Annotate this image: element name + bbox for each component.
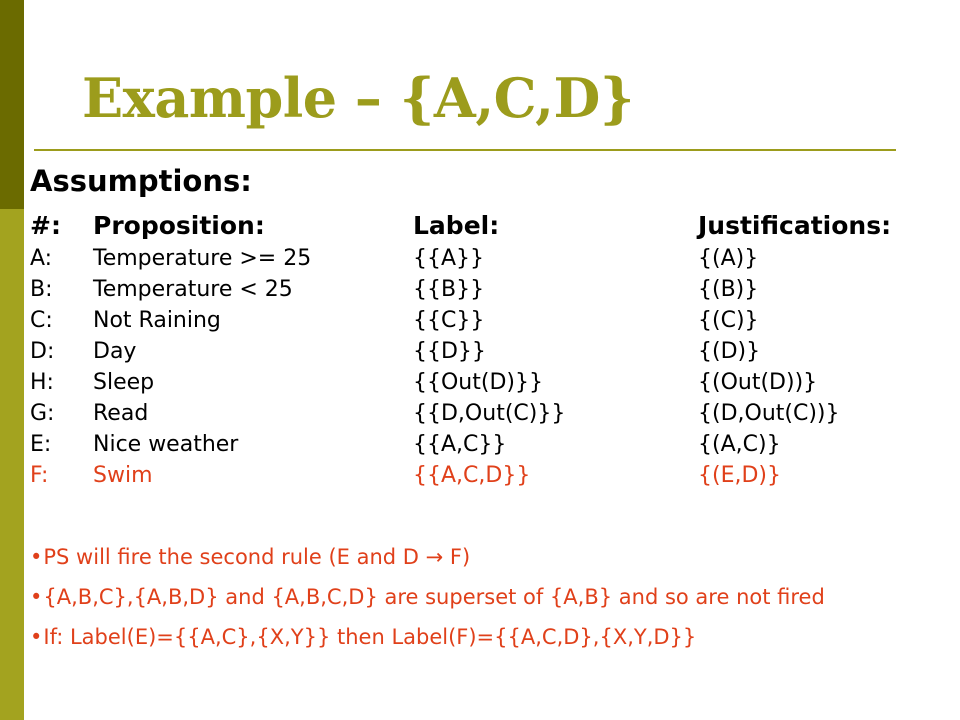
slide-title: Example – {A,C,D} bbox=[82, 66, 635, 130]
row-proposition: Sleep bbox=[93, 370, 155, 395]
row-justification: {(A,C)} bbox=[698, 432, 781, 457]
bullet-dot-icon: • bbox=[30, 545, 43, 569]
row-justification: {(D)} bbox=[698, 339, 761, 364]
row-justification: {(Out(D))} bbox=[698, 370, 818, 395]
row-id: B: bbox=[30, 277, 53, 302]
column-header-justifications: Justifications: bbox=[698, 211, 892, 240]
bullet-text: PS will fire the second rule (E and D → F) bbox=[43, 545, 471, 569]
column-header-id: #: bbox=[30, 211, 61, 240]
row-label: {{Out(D)}} bbox=[413, 370, 543, 395]
row-justification: {(C)} bbox=[698, 308, 759, 333]
bullet-list bbox=[30, 542, 945, 662]
row-id: E: bbox=[30, 432, 52, 457]
row-label: {{C}} bbox=[413, 308, 485, 333]
column-header-proposition: Proposition: bbox=[93, 211, 265, 240]
row-label: {{A,C}} bbox=[413, 432, 507, 457]
bullet-item bbox=[30, 542, 945, 572]
row-label: {{B}} bbox=[413, 277, 485, 302]
row-label: {{A}} bbox=[413, 246, 485, 271]
row-justification: {(D,Out(C))} bbox=[698, 401, 840, 426]
row-label: {{A,C,D}} bbox=[413, 463, 531, 488]
bullet-item bbox=[30, 582, 945, 612]
row-id: D: bbox=[30, 339, 55, 364]
left-accent-bar-bottom bbox=[0, 209, 24, 720]
row-label: {{D}} bbox=[413, 339, 486, 364]
row-id: H: bbox=[30, 370, 54, 395]
assumptions-heading: Assumptions: bbox=[30, 164, 252, 198]
row-proposition: Read bbox=[93, 401, 149, 426]
bullet-text: If: Label(E)={{A,C},{X,Y}} then Label(F)={{A,C,D},{X,Y,D}} bbox=[43, 625, 697, 649]
row-proposition: Temperature < 25 bbox=[93, 277, 293, 302]
row-proposition: Temperature >= 25 bbox=[93, 246, 312, 271]
row-label: {{D,Out(C)}} bbox=[413, 401, 566, 426]
row-id: C: bbox=[30, 308, 53, 333]
bullet-text: {A,B,C},{A,B,D} and {A,B,C,D} are superset of {A,B} and so are not fired bbox=[43, 585, 825, 609]
title-divider bbox=[34, 149, 896, 151]
bullet-dot-icon: • bbox=[30, 585, 43, 609]
row-justification: {(E,D)} bbox=[698, 463, 781, 488]
row-proposition: Swim bbox=[93, 463, 153, 488]
row-justification: {(A)} bbox=[698, 246, 759, 271]
row-proposition: Not Raining bbox=[93, 308, 221, 333]
row-id: G: bbox=[30, 401, 55, 426]
row-justification: {(B)} bbox=[698, 277, 759, 302]
row-proposition: Nice weather bbox=[93, 432, 239, 457]
row-id: F: bbox=[30, 463, 49, 488]
bullet-item bbox=[30, 622, 945, 652]
row-proposition: Day bbox=[93, 339, 137, 364]
left-accent-bar-top bbox=[0, 0, 24, 209]
bullet-dot-icon: • bbox=[30, 625, 43, 649]
column-header-label: Label: bbox=[413, 211, 500, 240]
row-id: A: bbox=[30, 246, 53, 271]
